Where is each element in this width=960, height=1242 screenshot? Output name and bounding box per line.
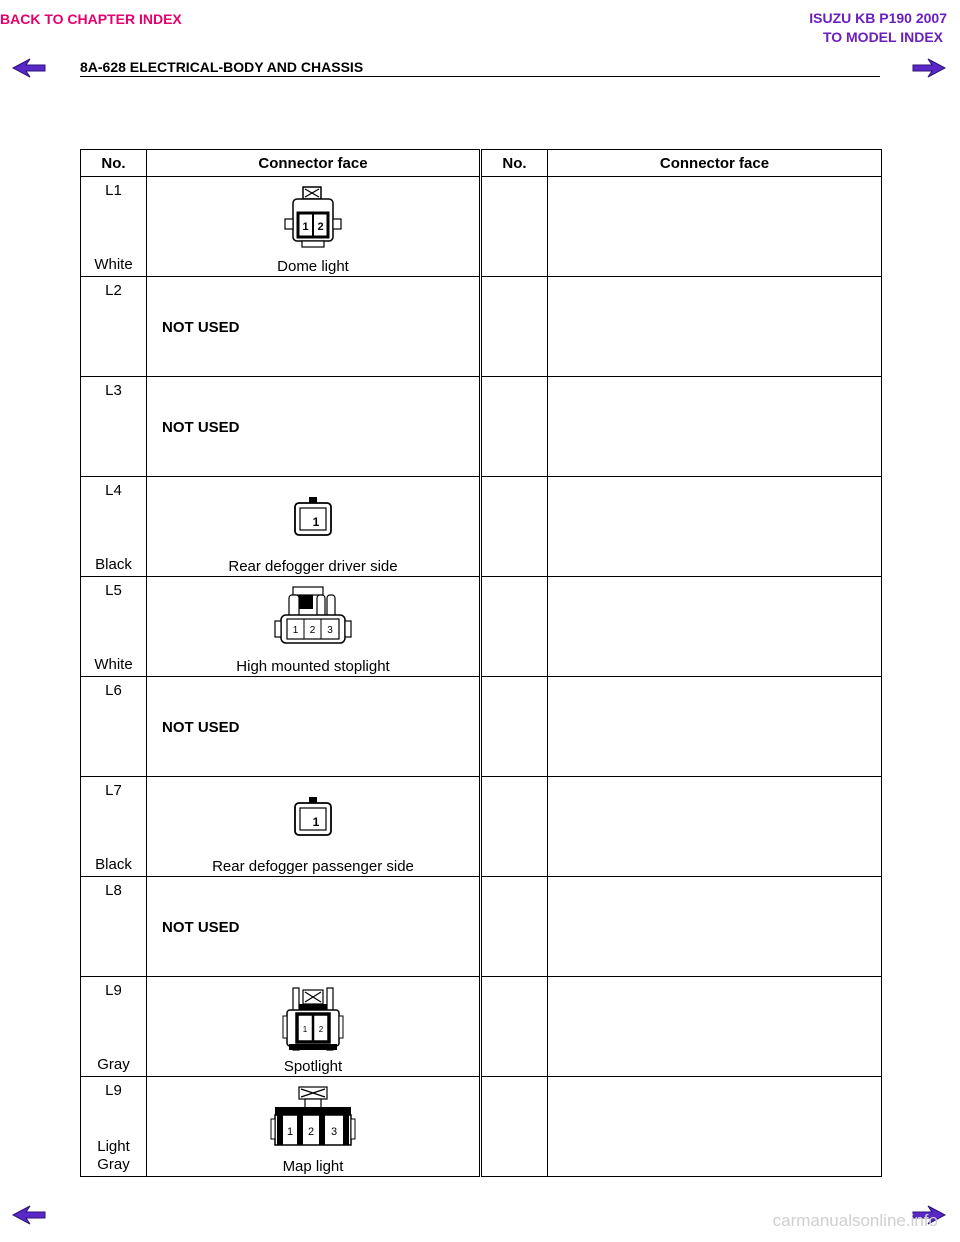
header-connector-face-right: Connector face bbox=[548, 150, 882, 177]
rear-defogger-driver-connector-icon bbox=[291, 496, 335, 538]
connector-color: Black bbox=[95, 556, 132, 573]
connector-code: L5 bbox=[105, 582, 122, 599]
empty-no-cell bbox=[481, 977, 548, 1077]
table-row bbox=[81, 877, 882, 977]
next-page-arrow-icon[interactable] bbox=[912, 58, 946, 78]
empty-no-cell bbox=[481, 277, 548, 377]
table-row bbox=[81, 477, 882, 577]
table-row bbox=[81, 277, 882, 377]
connector-code: L3 bbox=[105, 382, 122, 399]
empty-connector-face-cell bbox=[548, 677, 882, 777]
not-used-label: NOT USED bbox=[162, 719, 240, 736]
no-cell bbox=[81, 477, 147, 577]
no-cell bbox=[81, 977, 147, 1077]
not-used-label: NOT USED bbox=[162, 419, 240, 436]
empty-no-cell bbox=[481, 677, 548, 777]
not-used-label: NOT USED bbox=[162, 919, 240, 936]
table-row bbox=[81, 377, 882, 477]
empty-no-cell bbox=[481, 777, 548, 877]
table-row bbox=[81, 777, 882, 877]
table-row bbox=[81, 177, 882, 277]
header-connector-face-left: Connector face bbox=[147, 150, 481, 177]
empty-no-cell bbox=[481, 377, 548, 477]
connector-code: L1 bbox=[105, 182, 122, 199]
back-to-chapter-index-link[interactable]: BACK TO CHAPTER INDEX bbox=[0, 11, 182, 27]
empty-connector-face-cell bbox=[548, 377, 882, 477]
empty-connector-face-cell bbox=[548, 277, 882, 377]
table-row bbox=[81, 577, 882, 677]
pin-label: 2 bbox=[317, 221, 324, 233]
model-title-link[interactable]: ISUZU KB P190 2007 bbox=[809, 10, 947, 26]
empty-connector-face-cell bbox=[548, 1077, 882, 1177]
to-model-index-link[interactable]: TO MODEL INDEX bbox=[822, 29, 943, 45]
map-light-connector-icon bbox=[269, 1085, 357, 1151]
previous-page-arrow-icon[interactable] bbox=[12, 58, 46, 78]
high-mounted-stoplight-connector-icon bbox=[273, 585, 353, 651]
header-no-right: No. bbox=[481, 150, 548, 177]
connector-label: Map light bbox=[282, 1158, 344, 1175]
connector-face-cell bbox=[147, 777, 481, 877]
table-header-row bbox=[81, 150, 882, 177]
connector-color: Gray bbox=[97, 1056, 130, 1073]
table-row bbox=[81, 677, 882, 777]
spotlight-connector-icon bbox=[281, 986, 345, 1052]
pin-label: 1 bbox=[312, 815, 320, 829]
connector-face-cell bbox=[147, 877, 481, 977]
connector-code: L4 bbox=[105, 482, 122, 499]
connector-code: L2 bbox=[105, 282, 122, 299]
empty-connector-face-cell bbox=[548, 977, 882, 1077]
watermark: carmanualsonline.info bbox=[772, 1211, 938, 1230]
connector-color: Black bbox=[95, 856, 132, 873]
connector-face-cell bbox=[147, 1077, 481, 1177]
empty-no-cell bbox=[481, 477, 548, 577]
pin-label: 2 bbox=[318, 1025, 324, 1034]
pin-label: 2 bbox=[307, 1126, 315, 1138]
connector-color: White bbox=[94, 256, 133, 273]
table-row bbox=[81, 977, 882, 1077]
rear-defogger-passenger-connector-icon bbox=[291, 796, 335, 838]
pin-label: 3 bbox=[330, 1126, 338, 1138]
header-divider bbox=[80, 76, 880, 77]
no-cell bbox=[81, 277, 147, 377]
connector-label: Rear defogger driver side bbox=[228, 558, 398, 575]
dome-light-connector-icon bbox=[282, 185, 344, 251]
pin-label: 1 bbox=[302, 221, 309, 233]
connector-code: L8 bbox=[105, 882, 122, 899]
connector-code: L7 bbox=[105, 782, 122, 799]
connector-label: Spotlight bbox=[283, 1058, 343, 1075]
empty-no-cell bbox=[481, 177, 548, 277]
connector-face-cell bbox=[147, 677, 481, 777]
page-header-title: 8A-628 ELECTRICAL-BODY AND CHASSIS bbox=[80, 59, 364, 75]
no-cell bbox=[81, 777, 147, 877]
not-used-label: NOT USED bbox=[162, 319, 240, 336]
connector-code: L9 bbox=[105, 982, 122, 999]
connector-label: Rear defogger passenger side bbox=[212, 858, 414, 875]
pin-label: 1 bbox=[312, 515, 320, 529]
connector-face-cell bbox=[147, 977, 481, 1077]
empty-connector-face-cell bbox=[548, 877, 882, 977]
no-cell bbox=[81, 677, 147, 777]
connector-label: High mounted stoplight bbox=[236, 658, 390, 675]
connector-face-cell bbox=[147, 577, 481, 677]
empty-connector-face-cell bbox=[548, 177, 882, 277]
connector-code: L9 bbox=[105, 1082, 122, 1099]
no-cell bbox=[81, 177, 147, 277]
connector-label: Dome light bbox=[277, 258, 349, 275]
pin-label: 1 bbox=[292, 625, 299, 636]
no-cell bbox=[81, 377, 147, 477]
no-cell bbox=[81, 1077, 147, 1177]
table-row bbox=[81, 1077, 882, 1177]
empty-connector-face-cell bbox=[548, 777, 882, 877]
no-cell bbox=[81, 577, 147, 677]
connector-face-cell bbox=[147, 177, 481, 277]
pin-label: 1 bbox=[302, 1025, 308, 1034]
connector-face-cell bbox=[147, 377, 481, 477]
connector-face-cell bbox=[147, 277, 481, 377]
pin-label: 3 bbox=[327, 625, 333, 636]
pin-label: 2 bbox=[309, 625, 316, 636]
empty-no-cell bbox=[481, 1077, 548, 1177]
empty-no-cell bbox=[481, 577, 548, 677]
empty-no-cell bbox=[481, 877, 548, 977]
pin-label: 1 bbox=[286, 1126, 294, 1138]
connector-color: White bbox=[94, 656, 133, 673]
empty-connector-face-cell bbox=[548, 477, 882, 577]
no-cell bbox=[81, 877, 147, 977]
connector-table bbox=[80, 149, 882, 1177]
connector-color: Light Gray bbox=[97, 1138, 130, 1173]
empty-connector-face-cell bbox=[548, 577, 882, 677]
connector-face-cell bbox=[147, 477, 481, 577]
connector-code: L6 bbox=[105, 682, 122, 699]
previous-page-arrow-icon-bottom[interactable] bbox=[12, 1205, 46, 1225]
header-no-left: No. bbox=[81, 150, 147, 177]
